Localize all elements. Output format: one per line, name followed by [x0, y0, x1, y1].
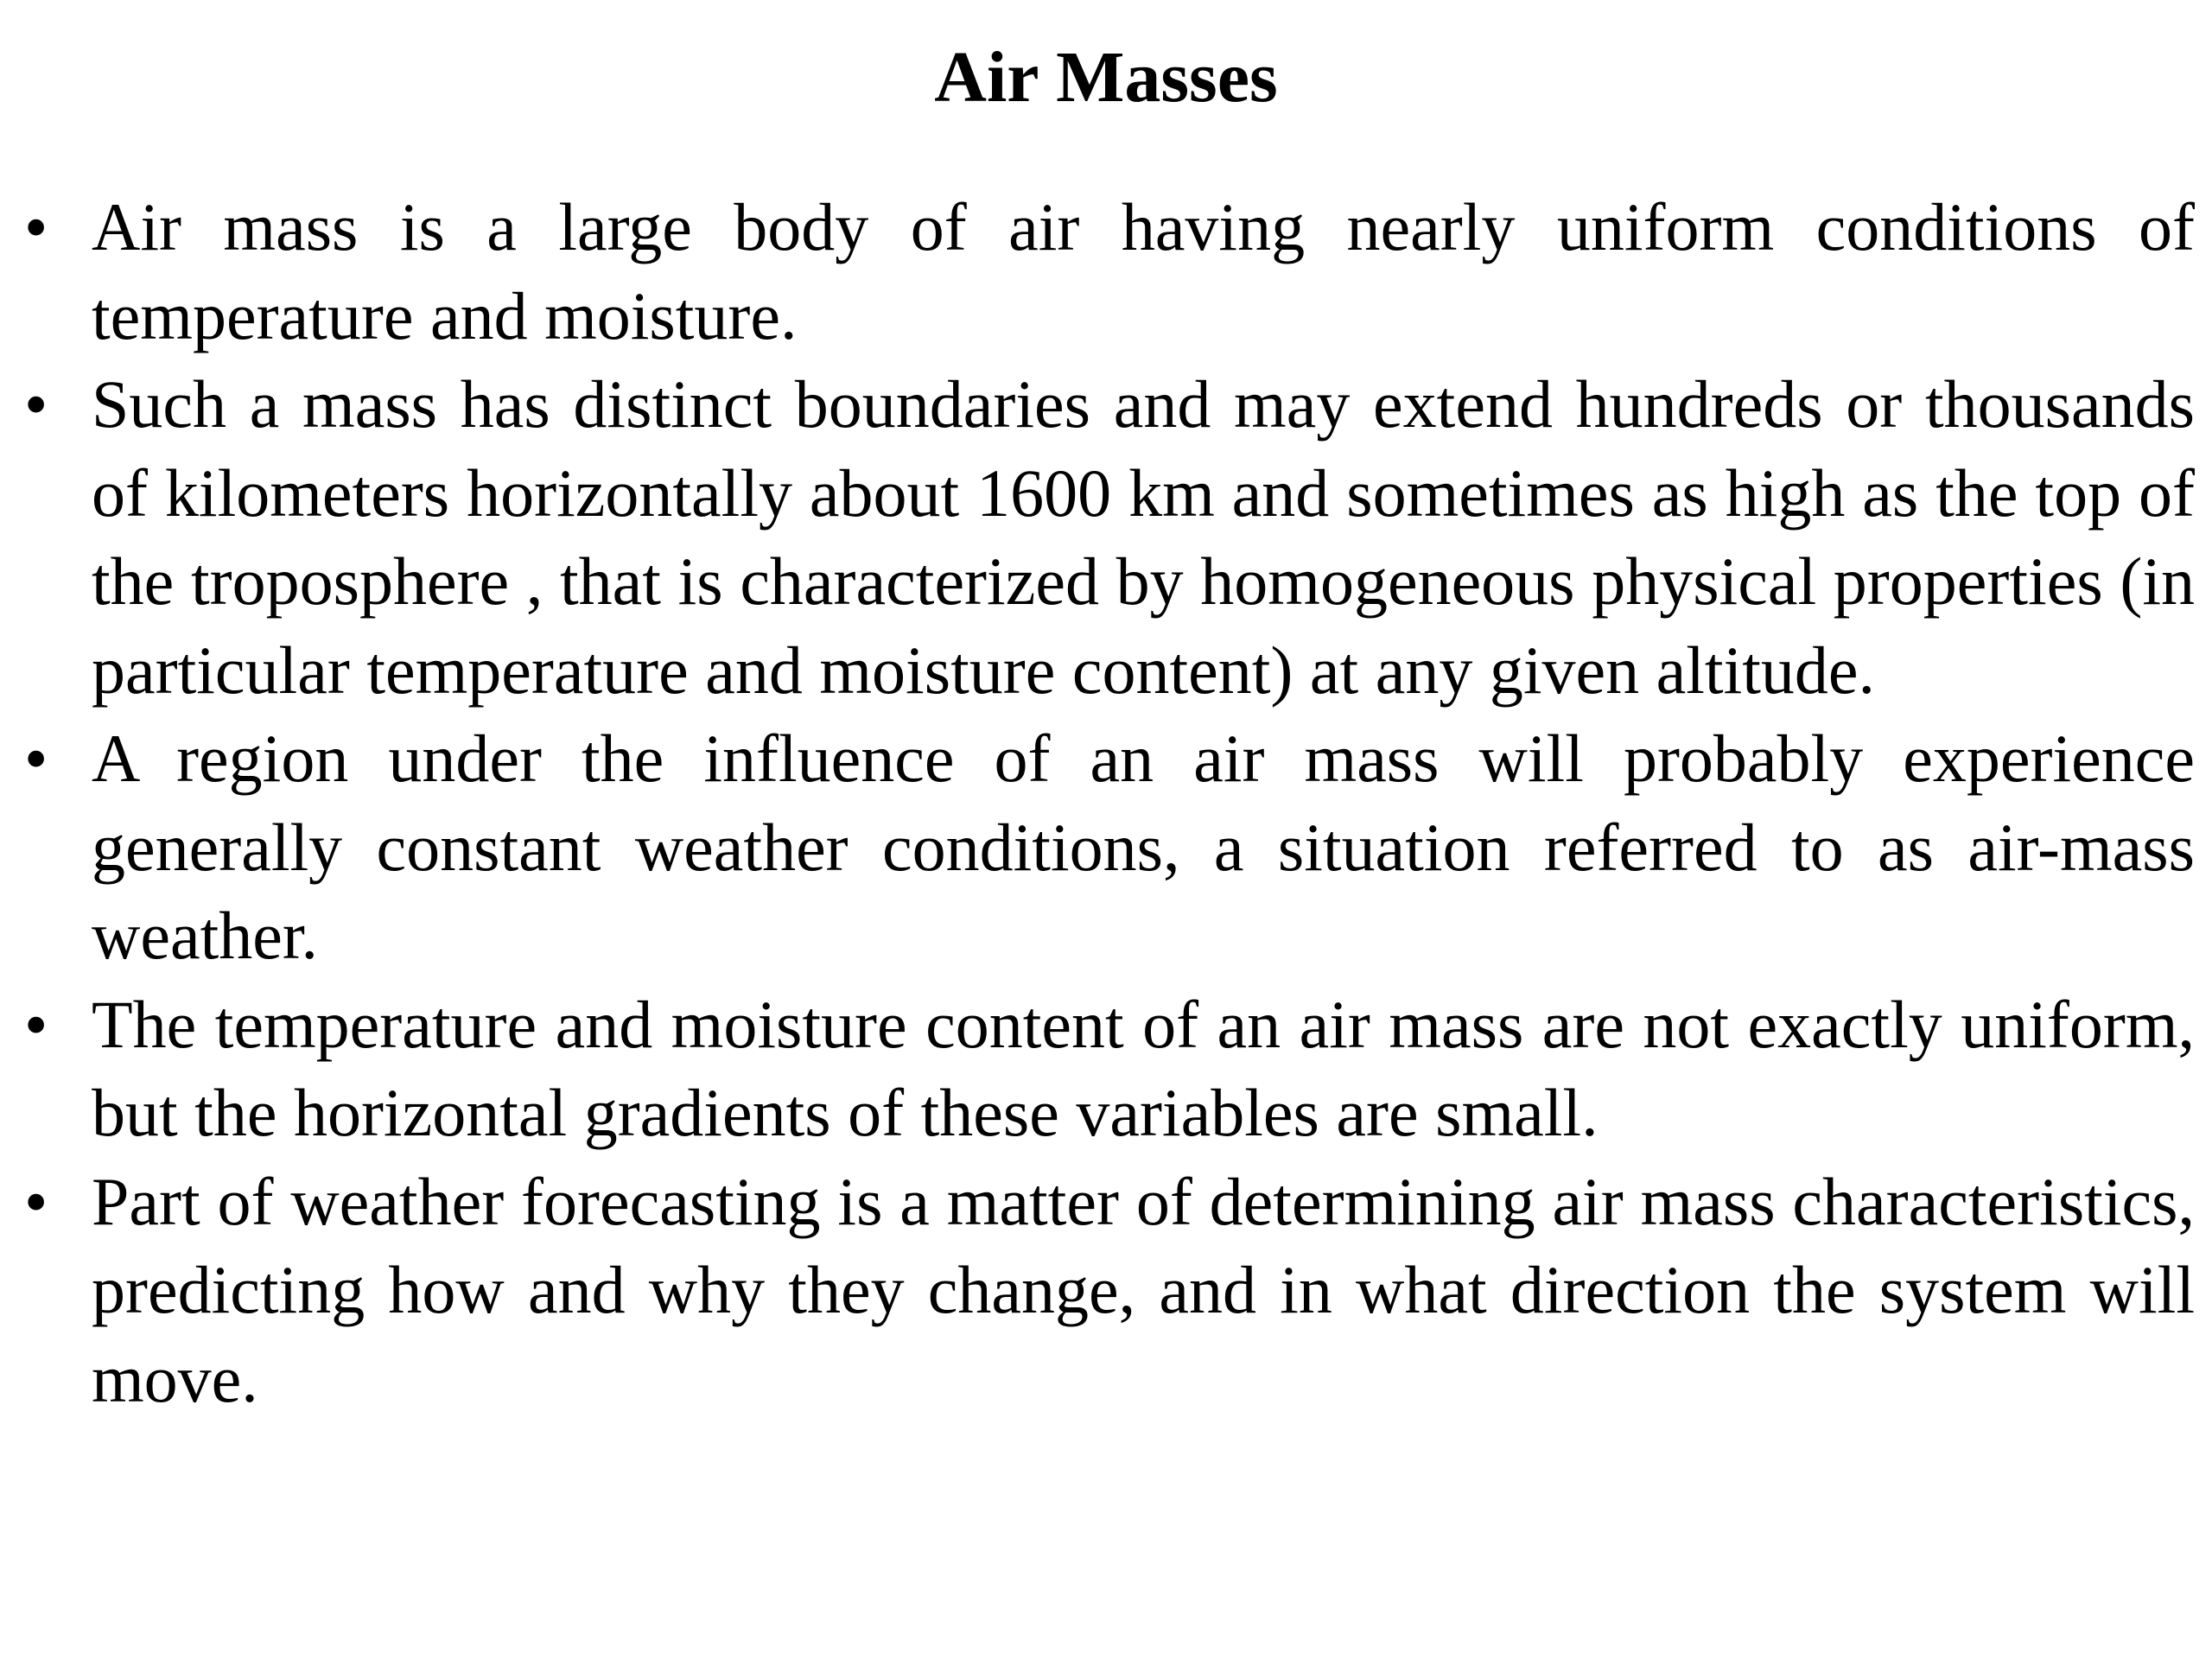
bullet-icon: •: [24, 986, 48, 1062]
bullet-text: The temperature and moisture content of an air mass are not exactly uniform, but the horizontal gradients of these variables are small.: [92, 986, 2195, 1150]
bullet-icon: •: [24, 721, 48, 796]
bullet-icon: •: [24, 189, 48, 264]
bullet-text: Part of weather forecasting is a matter of determining air mass characteristics, predicting how and why they change, and in what direction the system will move.: [92, 1163, 2195, 1416]
bullet-item: [0, 981, 2212, 1158]
bullet-item: [0, 715, 2212, 981]
bullet-item: [0, 1158, 2212, 1424]
slide-title: Air Masses: [934, 37, 1278, 118]
bullet-text: Air mass is a large body of air having nearly uniform conditions of temperature and moisture.: [92, 189, 2195, 353]
bullet-icon: •: [24, 366, 48, 442]
bullet-item: [0, 183, 2212, 360]
bullet-text: Such a mass has distinct boundaries and may extend hundreds or thousands of kilometers horizontally about 1600 km and sometimes as high as the top of the troposphere , that is characterized by homogeneous physical properties (in particular temperature and moisture content) at any given altitude.: [92, 366, 2195, 708]
bullet-icon: •: [24, 1163, 48, 1239]
bullet-text: A region under the influence of an air mass will probably experience generally constant weather conditions, a situation referred to as air-mass weather.: [92, 721, 2195, 973]
bullet-item: [0, 360, 2212, 715]
bullet-list: [0, 183, 2212, 1423]
